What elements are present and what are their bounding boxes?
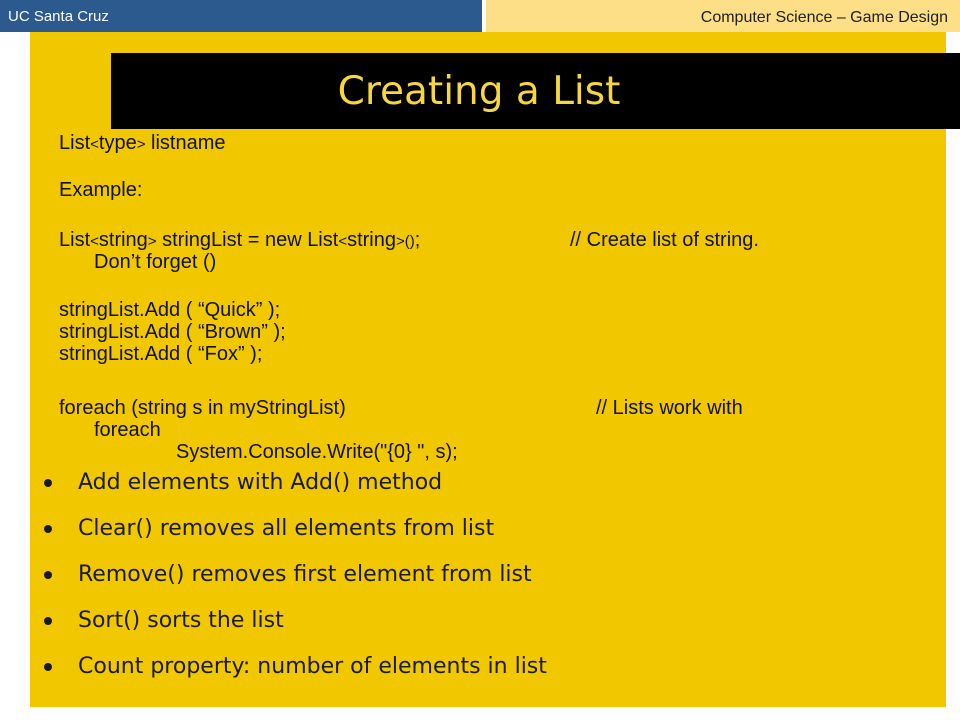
bullet-dot-icon [44,479,52,487]
code-comment: // Create list of string. [570,229,759,251]
code-token: string [98,229,148,251]
code-add-line: stringList.Add ( “Fox” ); [59,343,263,365]
code-syntax-line [59,133,226,155]
bullet-dot-icon [44,617,52,625]
code-token: >() [395,233,415,250]
code-token: ; [414,229,421,251]
bullet-item [44,512,924,558]
bullet-item [44,558,924,604]
code-token: string [347,229,396,251]
slide-title: Creating a List [337,69,621,114]
bullet-dot-icon [44,663,52,671]
code-token: stringList = new List [156,229,339,251]
code-token: List [59,229,91,251]
code-comment-continuation: foreach [94,419,161,441]
code-token: < [338,233,348,250]
header-left-text: UC Santa Cruz [8,8,109,25]
code-add-line: stringList.Add ( “Quick” ); [59,299,281,321]
bullet-text: Add elements with Add() method [78,470,443,495]
code-comment-continuation: Don’t forget () [94,251,217,273]
code-token: < [90,136,99,153]
code-write-line: System.Console.Write("{0} ", s); [176,441,458,463]
bullet-item [44,650,924,696]
bullet-dot-icon [44,525,52,533]
bullet-text: Count property: number of elements in list [78,654,547,679]
bullet-list [44,466,924,696]
bullet-text: Remove() removes first element from list [78,562,532,587]
code-token: > [136,136,146,153]
code-comment: // Lists work with [596,397,743,419]
example-label: Example: [59,179,143,201]
code-token: List [59,132,91,154]
code-add-line: stringList.Add ( “Brown” ); [59,321,286,343]
header-right-banner [486,0,960,32]
code-token: > [147,233,157,250]
header-right-text: Computer Science – Game Design [700,9,948,26]
code-token: < [90,233,99,250]
title-bar [111,53,960,129]
bullet-item [44,604,924,650]
code-foreach-line: foreach (string s in myStringList) [59,397,346,419]
header-left-banner [0,0,482,32]
bullet-item [44,466,924,512]
bullet-text: Clear() removes all elements from list [78,516,495,541]
bullet-dot-icon [44,571,52,579]
bullet-text: Sort() sorts the list [78,608,284,633]
code-declaration-line [59,230,420,252]
code-token: listname [145,132,226,154]
code-token: type [98,132,137,154]
